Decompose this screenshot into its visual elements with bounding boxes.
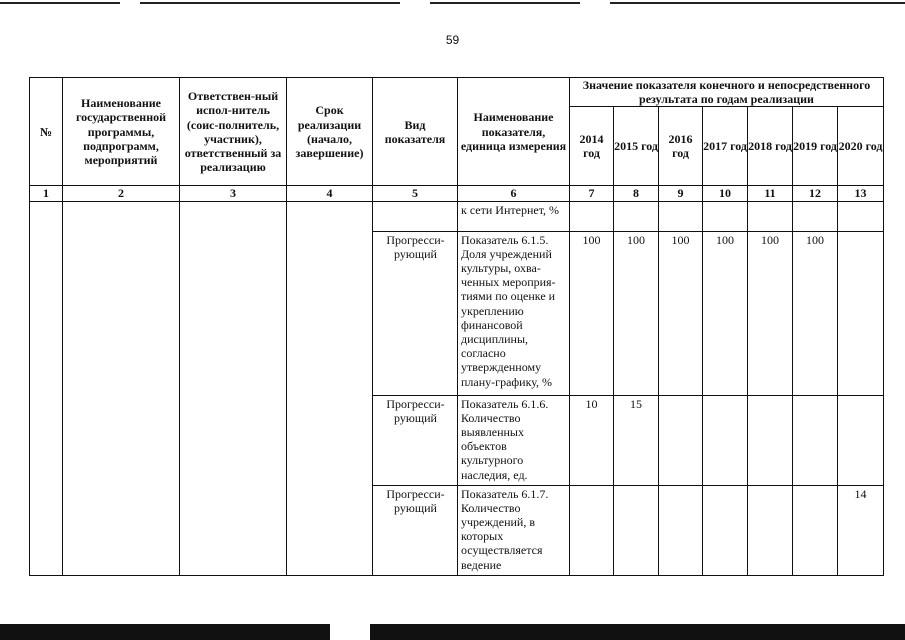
header-responsible: Ответствен-ный испол-нитель (соис-полнитель, участник), ответственный за реализацию xyxy=(180,78,287,186)
scan-edge-segment xyxy=(140,2,400,4)
cell-value: 10 xyxy=(570,395,614,485)
cell-value xyxy=(793,485,838,575)
cell-value: 100 xyxy=(570,231,614,395)
cell-kind: Прогресси-рующий xyxy=(373,395,458,485)
cell-value: 100 xyxy=(614,231,659,395)
scan-top-edge xyxy=(0,0,905,6)
scan-edge-gap xyxy=(330,624,370,640)
cell-indicator: к сети Интернет, % xyxy=(458,201,570,231)
cell-responsible xyxy=(180,201,287,575)
cell-value xyxy=(659,485,703,575)
cell-kind xyxy=(373,201,458,231)
header-year: 2019 год xyxy=(793,107,838,186)
column-number: 2 xyxy=(63,186,180,201)
cell-value: 100 xyxy=(748,231,793,395)
page-number: 59 xyxy=(445,33,460,47)
header-year: 2020 год xyxy=(838,107,884,186)
scan-bottom-edge xyxy=(0,624,905,640)
header-term: Срок реализации (начало, завершение) xyxy=(287,78,373,186)
header-program: Наименование государственной программы, подпрограмм, мероприятий xyxy=(63,78,180,186)
cell-value xyxy=(838,231,884,395)
header-year: 2016 год xyxy=(659,107,703,186)
cell-indicator: Показатель 6.1.5. Доля учреждений культуры, охва-ченных мероприя-тиями по оценке и укреплению финансовой дисциплины, согласно утвержденному плану-графику, % xyxy=(458,231,570,395)
cell-value xyxy=(570,485,614,575)
cell-value xyxy=(703,485,748,575)
cell-value: 15 xyxy=(614,395,659,485)
column-number: 9 xyxy=(659,186,703,201)
column-number: 8 xyxy=(614,186,659,201)
cell-kind: Прогресси-рующий xyxy=(373,231,458,395)
header-num: № xyxy=(30,78,63,186)
cell-value: 14 xyxy=(838,485,884,575)
cell-value xyxy=(838,201,884,231)
header-year: 2018 год xyxy=(748,107,793,186)
cell-kind: Прогресси-рующий xyxy=(373,485,458,575)
cell-indicator: Показатель 6.1.6. Количество выявленных объектов культурного наследия, ед. xyxy=(458,395,570,485)
cell-value xyxy=(703,395,748,485)
cell-value xyxy=(659,395,703,485)
header-kind: Вид показателя xyxy=(373,78,458,186)
table-row xyxy=(30,201,884,231)
column-number-row xyxy=(30,186,884,201)
cell-value xyxy=(570,201,614,231)
column-number: 1 xyxy=(30,186,63,201)
scan-edge-segment xyxy=(430,2,580,4)
cell-value xyxy=(614,201,659,231)
program-indicators-table xyxy=(29,77,884,576)
header-indicator: Наименование показателя, единица измерения xyxy=(458,78,570,186)
scan-edge-segment xyxy=(610,2,905,4)
header-year: 2014 год xyxy=(570,107,614,186)
cell-value xyxy=(659,201,703,231)
header-values-group: Значение показателя конечного и непосредственного результата по годам реализации xyxy=(570,78,884,107)
column-number: 12 xyxy=(793,186,838,201)
cell-value xyxy=(614,485,659,575)
column-number: 4 xyxy=(287,186,373,201)
cell-value xyxy=(748,201,793,231)
cell-value xyxy=(748,395,793,485)
column-number: 3 xyxy=(180,186,287,201)
cell-value xyxy=(748,485,793,575)
column-number: 11 xyxy=(748,186,793,201)
cell-value xyxy=(793,201,838,231)
column-number: 7 xyxy=(570,186,614,201)
cell-value xyxy=(703,201,748,231)
cell-value: 100 xyxy=(659,231,703,395)
cell-value xyxy=(793,395,838,485)
scan-edge-segment xyxy=(0,2,120,4)
cell-num xyxy=(30,201,63,575)
cell-value xyxy=(838,395,884,485)
column-number: 10 xyxy=(703,186,748,201)
column-number: 13 xyxy=(838,186,884,201)
cell-value: 100 xyxy=(703,231,748,395)
cell-term xyxy=(287,201,373,575)
header-year: 2017 год xyxy=(703,107,748,186)
column-number: 6 xyxy=(458,186,570,201)
header-year: 2015 год xyxy=(614,107,659,186)
cell-indicator: Показатель 6.1.7. Количество учреждений, в которых осуществляется ведение xyxy=(458,485,570,575)
column-number: 5 xyxy=(373,186,458,201)
cell-program xyxy=(63,201,180,575)
cell-value: 100 xyxy=(793,231,838,395)
